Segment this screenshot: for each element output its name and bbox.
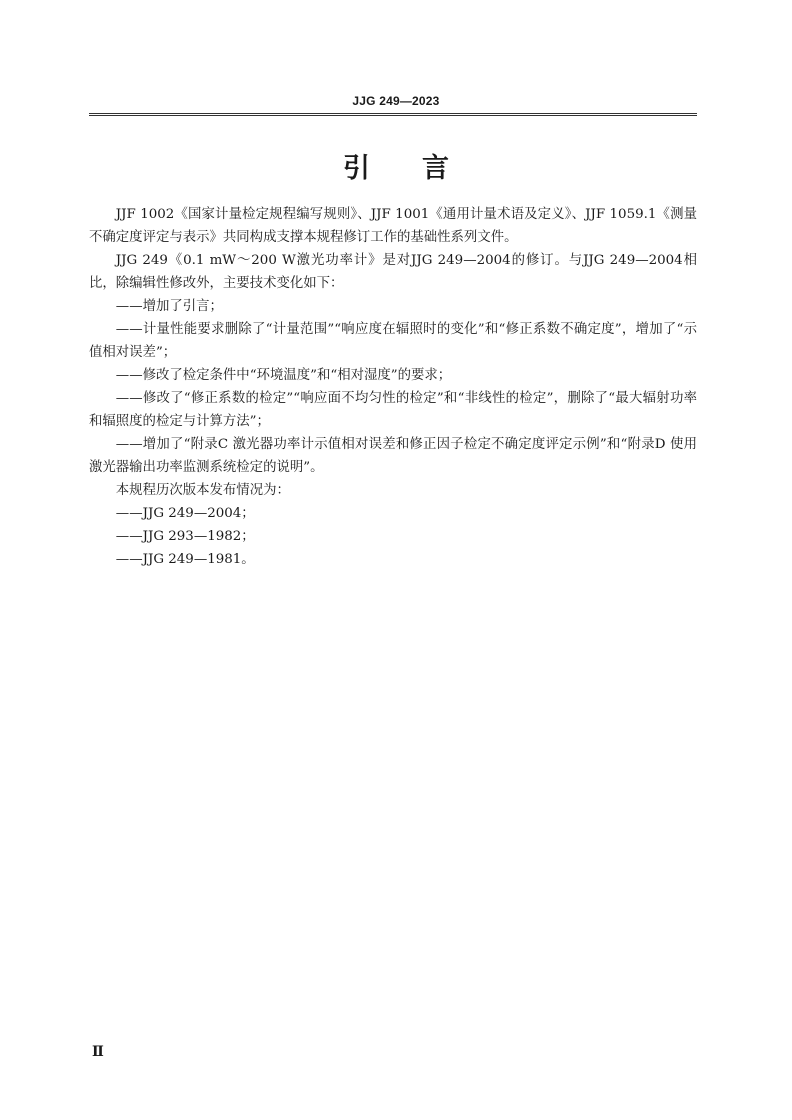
change-item-verification-methods: ——修改了“修正系数的检定”“响应面不均匀性的检定”和“非线性的检定”，删除了“最大辐射功率和辐照度的检定与计算方法”；	[89, 391, 697, 429]
body-text	[89, 203, 697, 571]
version-item: ——JJG 249—1981。	[115, 552, 255, 567]
paragraph-foundation-docs: JJF 1002《国家计量检定规程编写规则》、JJF 1001《通用计量术语及定义》、JJF 1059.1《测量不确定度评定与表示》共同构成支撑本规程修订工作的基础性系列文件。	[89, 207, 697, 245]
version-item: ——JJG 249—2004；	[115, 506, 255, 521]
header-rule	[89, 113, 697, 116]
change-item-introduction: ——增加了引言；	[115, 299, 223, 314]
page-title: 引言	[343, 153, 501, 184]
version-item: ——JJG 293—1982；	[115, 529, 255, 544]
change-item-appendices: ——增加了“附录C 激光器功率计示值相对误差和修正因子检定不确定度评定示例”和“附录D 使用激光器输出功率监测系统检定的说明”。	[89, 437, 697, 475]
standard-code-header: JJG 249—2023	[352, 94, 440, 108]
change-item-metrology-requirements: ——计量性能要求删除了“计量范围”“响应度在辐照时的变化”和“修正系数不确定度”，增加了“示值相对误差”；	[89, 322, 697, 360]
page-number: Ⅱ	[92, 1044, 104, 1060]
paragraph-revision-intro: JJG 249《0.1 mW～200 W激光功率计》是对JJG 249—2004的修订。与JJG 249—2004相比，除编辑性修改外，主要技术变化如下：	[89, 253, 697, 291]
paragraph-version-history: 本规程历次版本发布情况为：	[115, 483, 290, 498]
change-item-conditions: ——修改了检定条件中“环境温度”和“相对湿度”的要求；	[115, 368, 452, 383]
